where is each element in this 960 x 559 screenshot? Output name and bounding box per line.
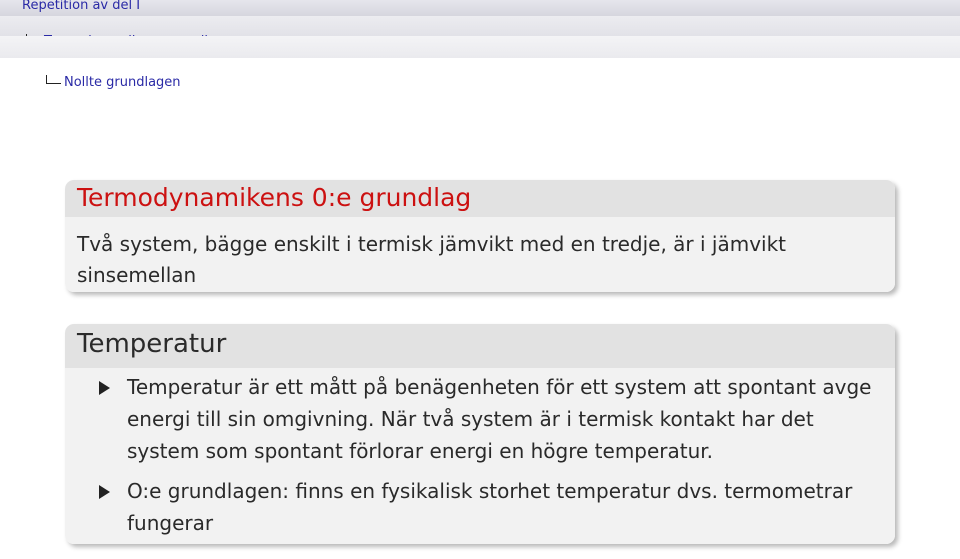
header-bar-section [0,0,960,16]
law-block-body [65,217,895,292]
temperature-block-title-bar [65,324,895,368]
header-bar-subsection [0,16,960,36]
tree-branch-icon [46,75,61,84]
law-block-text: Två system, bägge enskilt i termisk jämvikt med en tredje, är i jämvikt sinsemellan [77,232,787,287]
list-item-text: Temperatur är ett mått på benägenheten för ett system att spontant avge energi till sin omgivning. När två system är i termisk kontakt har det system som spontant förlorar energi en högre temperatur. [127,375,872,463]
temperature-block-title: Temperatur [77,329,227,359]
breadcrumb-section[interactable]: Repetition av del I [22,0,141,13]
law-block [65,180,895,292]
list-item [127,475,887,539]
list-item [127,371,887,467]
bullet-triangle-icon [99,381,110,395]
law-block-title-bar [65,180,895,217]
temperature-block-body [65,368,895,544]
breadcrumb-subsubsection[interactable] [46,75,181,91]
breadcrumb-subsubsection-label: Nollte grundlagen [64,75,181,90]
header-bar-subsubsection [0,36,960,90]
list-item-text: O:e grundlagen: finns en fysikalisk storhet temperatur dvs. termometrar fungerar [127,479,853,535]
law-block-title: Termodynamikens 0:e grundlag [77,183,472,212]
temperature-block [65,324,895,544]
bullet-triangle-icon [99,485,110,499]
